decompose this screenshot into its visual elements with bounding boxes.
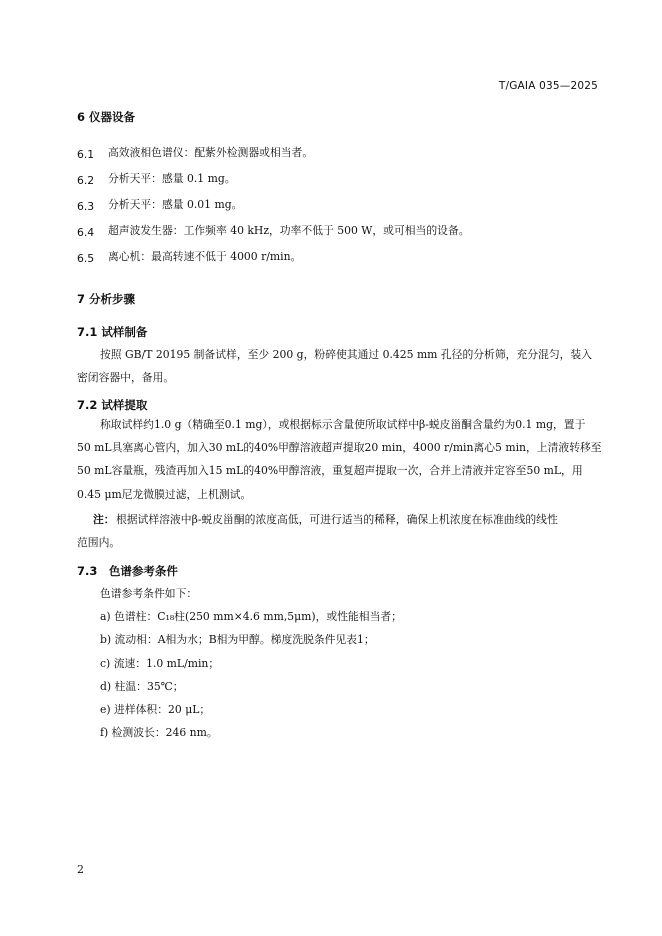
- subsection-7-3-heading: 7.3 色谱参考条件: [77, 564, 178, 578]
- item-number: 6.2: [77, 174, 95, 187]
- item-text: 超声波发生器：工作频率 40 kHz，功率不低于 500 W，或可相当的设备。: [108, 224, 470, 237]
- list-item: b) 流动相：A相为水；B相为甲醇。梯度洗脱条件见表1；: [100, 633, 375, 646]
- item-number: 6.3: [77, 200, 95, 213]
- paragraph-line: 按照 GB/T 20195 制备试样，至少 200 g，粉碎使其通过 0.425 mm 孔径的分析筛，充分混匀，装入: [100, 348, 593, 361]
- paragraph-line: 称取试样约1.0 g（精确至0.1 mg），或根据标示含量使所取试样中β-蜕皮甾酮含量约为0.1 mg，置于: [100, 418, 586, 431]
- paragraph-line: 密闭容器中，备用。: [77, 371, 175, 384]
- note-line: 范围内。: [77, 536, 121, 549]
- item-text: 离心机：最高转速不低于 4000 r/min。: [108, 250, 302, 263]
- paragraph-line: 50 mL具塞离心管内，加入30 mL的40%甲醇溶液超声提取20 min，4000 r/min离心5 min，上清液转移至: [77, 441, 602, 454]
- paragraph-line: 50 mL容量瓶，残渣再加入15 mL的40%甲醇溶液，重复超声提取一次，合并上清液并定容至50 mL，用: [77, 464, 583, 477]
- item-number: 6.4: [77, 226, 95, 239]
- item-text: 分析天平：感量 0.1 mg。: [108, 172, 236, 185]
- list-item: c) 流速：1.0 mL/min；: [100, 657, 220, 670]
- item-text: 分析天平：感量 0.01 mg。: [108, 198, 243, 211]
- subsection-7-2-heading: 7.2 试样提取: [77, 398, 148, 412]
- list-item: e) 进样体积：20 μL；: [100, 703, 211, 716]
- list-item: d) 柱温：35℃；: [100, 680, 184, 693]
- item-number: 6.1: [77, 148, 95, 161]
- item-number: 6.5: [77, 252, 95, 265]
- paragraph-line: 色谱参考条件如下：: [100, 587, 198, 600]
- document-code: T/GAIA 035—2025: [498, 80, 598, 92]
- subsection-7-1-heading: 7.1 试样制备: [77, 325, 148, 339]
- list-item: f) 检测波长：246 nm。: [100, 726, 218, 739]
- note-label: 注：: [93, 513, 115, 526]
- paragraph-line: 0.45 μm尼龙微膜过滤，上机测试。: [77, 488, 252, 501]
- list-item: a) 色谱柱：C₁₈柱(250 mm×4.6 mm,5μm)，或性能相当者；: [100, 610, 402, 623]
- section-7-heading: 7 分析步骤: [77, 292, 136, 306]
- item-text: 高效液相色谱仪：配紫外检测器或相当者。: [108, 146, 314, 159]
- page-number: 2: [77, 863, 84, 876]
- section-6-heading: 6 仪器设备: [77, 110, 136, 124]
- note-line: 根据试样溶液中β-蜕皮甾酮的浓度高低，可进行适当的稀释，确保上机浓度在标准曲线的线性: [116, 513, 558, 526]
